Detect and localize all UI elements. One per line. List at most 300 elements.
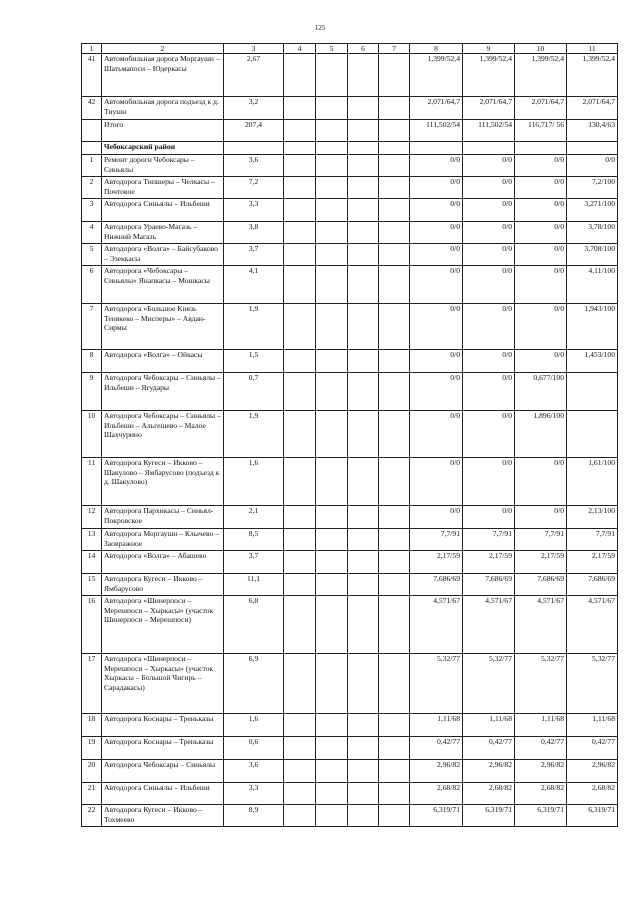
value-cell-col11	[567, 373, 618, 411]
road-name-cell: Автодорога «Шинерпоси – Мерешпоси – Хыркасы» (участок Шинерпоси – Мерешпоси)	[102, 596, 224, 654]
value-cell-col10: 6,319/71	[515, 805, 567, 827]
empty-cell	[348, 714, 379, 737]
value-cell-col9: 0/0	[463, 458, 515, 506]
empty-cell	[379, 142, 410, 155]
length-cell: 2,67	[224, 54, 284, 97]
length-cell: 207,4	[224, 120, 284, 142]
empty-cell	[379, 574, 410, 596]
value-cell-col11: 130,4/63	[567, 120, 618, 142]
value-cell-col10: 2,68/82	[515, 783, 567, 805]
row-number-cell: 5	[82, 244, 102, 266]
empty-cell	[379, 458, 410, 506]
length-cell: 3,2	[224, 97, 284, 120]
value-cell-col9: 0/0	[463, 199, 515, 222]
row-number-cell: 22	[82, 805, 102, 827]
road-name-cell: Автодорога Коснары – Треньказы	[102, 714, 224, 737]
column-header: 4	[284, 44, 316, 54]
empty-cell	[284, 304, 316, 350]
empty-cell	[316, 458, 348, 506]
table-row	[82, 760, 618, 783]
empty-cell	[284, 737, 316, 760]
road-name-cell: Автодорога Ураево-Магазь – Нижний Магазь	[102, 222, 224, 244]
value-cell-col11: 3,708/100	[567, 244, 618, 266]
road-name-cell: Автомобильная дорога Моргаушн – Шатьмапоси – Юдеркасы	[102, 54, 224, 97]
value-cell-col10: 7,7/91	[515, 529, 567, 551]
value-cell-col9: 2,96/82	[463, 760, 515, 783]
row-number-cell: 9	[82, 373, 102, 411]
value-cell-col10: 4,571/67	[515, 596, 567, 654]
empty-cell	[379, 783, 410, 805]
empty-cell	[379, 54, 410, 97]
table-row	[82, 199, 618, 222]
value-cell-col11: 1,61/100	[567, 458, 618, 506]
value-cell-col11: 4,11/100	[567, 266, 618, 304]
row-number-cell: 2	[82, 177, 102, 199]
row-number-cell	[82, 120, 102, 142]
table-row	[82, 551, 618, 574]
length-cell: 8,9	[224, 805, 284, 827]
table-row	[82, 506, 618, 529]
value-cell-col11: 3,78/100	[567, 222, 618, 244]
empty-cell	[348, 199, 379, 222]
table-row	[82, 373, 618, 411]
row-number-cell: 16	[82, 596, 102, 654]
table-row	[82, 155, 618, 177]
length-cell: 6,8	[224, 596, 284, 654]
empty-cell	[284, 411, 316, 458]
column-header: 9	[463, 44, 515, 54]
value-cell-col9: 5,32/77	[463, 654, 515, 714]
table-row	[82, 574, 618, 596]
value-cell-col8: 4,571/67	[410, 596, 463, 654]
value-cell-col10: 0/0	[515, 244, 567, 266]
value-cell-col11: 1,943/100	[567, 304, 618, 350]
empty-cell	[348, 244, 379, 266]
empty-cell	[348, 155, 379, 177]
empty-cell	[348, 737, 379, 760]
row-number-cell: 13	[82, 529, 102, 551]
row-number-cell: 14	[82, 551, 102, 574]
row-number-cell	[82, 142, 102, 155]
empty-cell	[348, 120, 379, 142]
empty-cell	[316, 783, 348, 805]
empty-cell	[379, 551, 410, 574]
value-cell-col9: 0/0	[463, 266, 515, 304]
empty-cell	[316, 714, 348, 737]
empty-cell	[316, 551, 348, 574]
length-cell: 1,9	[224, 304, 284, 350]
empty-cell	[316, 266, 348, 304]
empty-cell	[316, 142, 348, 155]
empty-cell	[348, 551, 379, 574]
value-cell-col10: 0/0	[515, 266, 567, 304]
value-cell-col10: 0/0	[515, 177, 567, 199]
empty-cell	[316, 529, 348, 551]
length-cell: 3,6	[224, 760, 284, 783]
column-header: 7	[379, 44, 410, 54]
table-row	[82, 596, 618, 654]
value-cell-col11: 7,7/91	[567, 529, 618, 551]
road-name-cell: Автодорога «Волга» – Абашево	[102, 551, 224, 574]
table-row	[82, 529, 618, 551]
page-number: 125	[314, 24, 326, 32]
row-number-cell: 3	[82, 199, 102, 222]
empty-cell	[379, 155, 410, 177]
value-cell-col9: 7,686/69	[463, 574, 515, 596]
empty-cell	[379, 506, 410, 529]
road-name-cell: Автодорога Коснары – Треньказы	[102, 737, 224, 760]
road-name-cell: Автодорога Чебоксары – Синьялы – Ильбеши – Ягудары	[102, 373, 224, 411]
length-cell: 6,9	[224, 654, 284, 714]
empty-cell	[379, 373, 410, 411]
value-cell-col10: 7,686/69	[515, 574, 567, 596]
empty-cell	[348, 805, 379, 827]
value-cell-col9: 0/0	[463, 177, 515, 199]
length-cell: 1,9	[224, 411, 284, 458]
empty-cell	[316, 244, 348, 266]
empty-cell	[348, 350, 379, 373]
road-name-cell: Автодорога «Волга» – Ойкасы	[102, 350, 224, 373]
value-cell-col11: 7,686/69	[567, 574, 618, 596]
value-cell-col8: 2,68/82	[410, 783, 463, 805]
value-cell-col10: 0/0	[515, 155, 567, 177]
empty-cell	[316, 373, 348, 411]
value-cell-col11: 5,32/77	[567, 654, 618, 714]
empty-cell	[316, 304, 348, 350]
empty-cell	[316, 222, 348, 244]
road-name-cell: Автодорога «Шинерпоси – Мерешпоси – Хыркасы» (участок Хыркасы – Большой Чигирь – Сарадакасы)	[102, 654, 224, 714]
length-cell: 0,7	[224, 373, 284, 411]
empty-cell	[379, 350, 410, 373]
column-number-header-row	[82, 44, 618, 54]
column-header: 8	[410, 44, 463, 54]
value-cell-col8: 0,42/77	[410, 737, 463, 760]
empty-cell	[284, 97, 316, 120]
table-row	[82, 266, 618, 304]
empty-cell	[348, 574, 379, 596]
road-name-cell: Автодорога Синьялы – Ильбеши	[102, 783, 224, 805]
value-cell-col9: 111,502/54	[463, 120, 515, 142]
value-cell-col8: 0/0	[410, 458, 463, 506]
empty-cell	[348, 304, 379, 350]
value-cell-col11: 2,68/82	[567, 783, 618, 805]
value-cell-col9: 0/0	[463, 244, 515, 266]
road-name-cell: Автодорога «Чебоксары – Синьялы» Янапкасы – Мошкасы	[102, 266, 224, 304]
empty-cell	[348, 654, 379, 714]
value-cell-col10: 5,32/77	[515, 654, 567, 714]
table-row	[82, 120, 618, 142]
empty-cell	[284, 155, 316, 177]
empty-cell	[284, 199, 316, 222]
empty-cell	[348, 97, 379, 120]
value-cell-col8: 0/0	[410, 411, 463, 458]
empty-cell	[316, 54, 348, 97]
column-header: 10	[515, 44, 567, 54]
road-name-cell: Итого	[102, 120, 224, 142]
table-row	[82, 654, 618, 714]
road-name-cell: Ремонт дороги Чебоксары – Синьялы	[102, 155, 224, 177]
empty-cell	[379, 737, 410, 760]
value-cell-col11: 3,271/100	[567, 199, 618, 222]
value-cell-col10: 1,896/100	[515, 411, 567, 458]
table-row	[82, 304, 618, 350]
value-cell-col8: 111,502/54	[410, 120, 463, 142]
road-name-cell: Автодорога Типшеры – Челкасы – Почтовое	[102, 177, 224, 199]
value-cell-col10: 0/0	[515, 350, 567, 373]
empty-cell	[379, 760, 410, 783]
empty-cell	[348, 266, 379, 304]
row-number-cell: 6	[82, 266, 102, 304]
empty-cell	[379, 222, 410, 244]
empty-cell	[348, 411, 379, 458]
row-number-cell: 15	[82, 574, 102, 596]
length-cell: 3,3	[224, 783, 284, 805]
empty-cell	[316, 411, 348, 458]
value-cell-col10: 0,677/100	[515, 373, 567, 411]
empty-cell	[348, 783, 379, 805]
value-cell-col10: 2,071/64,7	[515, 97, 567, 120]
value-cell-col8: 0/0	[410, 266, 463, 304]
table-row	[82, 714, 618, 737]
length-cell: 2,1	[224, 506, 284, 529]
empty-cell	[316, 350, 348, 373]
empty-cell	[379, 805, 410, 827]
empty-cell	[316, 120, 348, 142]
empty-cell	[348, 760, 379, 783]
value-cell-col8: 0/0	[410, 177, 463, 199]
value-cell-col9: 0/0	[463, 411, 515, 458]
empty-cell	[348, 142, 379, 155]
value-cell-col8: 0/0	[410, 373, 463, 411]
row-number-cell: 20	[82, 760, 102, 783]
value-cell-col10: 1,399/52,4	[515, 54, 567, 97]
empty-cell	[284, 373, 316, 411]
column-header: 1	[82, 44, 102, 54]
empty-cell	[284, 266, 316, 304]
empty-cell	[316, 177, 348, 199]
value-cell-col8: 7,686/69	[410, 574, 463, 596]
row-number-cell: 8	[82, 350, 102, 373]
empty-cell	[284, 458, 316, 506]
empty-cell	[284, 551, 316, 574]
empty-cell	[379, 120, 410, 142]
value-cell-col10: 2,17/59	[515, 551, 567, 574]
table-row	[82, 222, 618, 244]
length-cell: 3,6	[224, 155, 284, 177]
value-cell-col11: 2,13/100	[567, 506, 618, 529]
road-name-cell: Автодорога Кугеси – Икково – Ямбарусово	[102, 574, 224, 596]
value-cell-col9: 1,399/52,4	[463, 54, 515, 97]
value-cell-col8: 0/0	[410, 244, 463, 266]
value-cell-col9: 2,17/59	[463, 551, 515, 574]
empty-cell	[284, 654, 316, 714]
empty-cell	[379, 529, 410, 551]
empty-cell	[316, 737, 348, 760]
column-header: 3	[224, 44, 284, 54]
value-cell-col8: 0/0	[410, 350, 463, 373]
value-cell-col10: 2,96/82	[515, 760, 567, 783]
value-cell-col8	[410, 142, 463, 155]
length-cell: 3,3	[224, 199, 284, 222]
value-cell-col8: 0/0	[410, 199, 463, 222]
road-funding-table	[81, 43, 618, 827]
road-name-cell: Автодорога Кугеси – Икково – Шакулово – Ямбарусово (подъезд к д. Шакулово)	[102, 458, 224, 506]
empty-cell	[284, 805, 316, 827]
value-cell-col9: 0/0	[463, 155, 515, 177]
table-row	[82, 54, 618, 97]
value-cell-col11	[567, 142, 618, 155]
value-cell-col9: 0/0	[463, 506, 515, 529]
value-cell-col9: 0/0	[463, 222, 515, 244]
row-number-cell: 7	[82, 304, 102, 350]
empty-cell	[348, 222, 379, 244]
empty-cell	[379, 244, 410, 266]
value-cell-col8: 1,11/68	[410, 714, 463, 737]
empty-cell	[348, 529, 379, 551]
empty-cell	[379, 411, 410, 458]
row-number-cell: 19	[82, 737, 102, 760]
value-cell-col8: 5,32/77	[410, 654, 463, 714]
empty-cell	[348, 596, 379, 654]
table-body	[82, 44, 618, 827]
length-cell: 7,2	[224, 177, 284, 199]
row-number-cell: 41	[82, 54, 102, 97]
empty-cell	[316, 805, 348, 827]
value-cell-col8: 2,071/64,7	[410, 97, 463, 120]
empty-cell	[284, 760, 316, 783]
row-number-cell: 4	[82, 222, 102, 244]
empty-cell	[379, 97, 410, 120]
value-cell-col10: 0/0	[515, 222, 567, 244]
value-cell-col8: 0/0	[410, 222, 463, 244]
value-cell-col8: 0/0	[410, 506, 463, 529]
empty-cell	[284, 222, 316, 244]
column-header: 11	[567, 44, 618, 54]
empty-cell	[316, 506, 348, 529]
column-header: 2	[102, 44, 224, 54]
length-cell: 3,7	[224, 244, 284, 266]
value-cell-col9: 0/0	[463, 304, 515, 350]
table-row	[82, 244, 618, 266]
empty-cell	[316, 97, 348, 120]
empty-cell	[284, 120, 316, 142]
length-cell: 1,6	[224, 458, 284, 506]
empty-cell	[379, 304, 410, 350]
length-cell: 0,6	[224, 737, 284, 760]
empty-cell	[316, 654, 348, 714]
empty-cell	[316, 760, 348, 783]
column-header: 5	[316, 44, 348, 54]
road-name-cell: Автодорога «Большое Князь Тенякеко – Мисперы» – Авдан-Сирмы	[102, 304, 224, 350]
empty-cell	[348, 177, 379, 199]
empty-cell	[316, 155, 348, 177]
value-cell-col10: 0,42/77	[515, 737, 567, 760]
empty-cell	[284, 596, 316, 654]
value-cell-col10: 0/0	[515, 199, 567, 222]
row-number-cell: 21	[82, 783, 102, 805]
value-cell-col11: 4,571/67	[567, 596, 618, 654]
empty-cell	[284, 142, 316, 155]
empty-cell	[379, 199, 410, 222]
column-header: 6	[348, 44, 379, 54]
table-row	[82, 783, 618, 805]
value-cell-col11: 0,42/77	[567, 737, 618, 760]
empty-cell	[316, 596, 348, 654]
value-cell-col9: 0,42/77	[463, 737, 515, 760]
empty-cell	[284, 54, 316, 97]
value-cell-col11: 7,2/100	[567, 177, 618, 199]
table-row	[82, 805, 618, 827]
table-row	[82, 411, 618, 458]
length-cell: 1,6	[224, 714, 284, 737]
empty-cell	[348, 506, 379, 529]
empty-cell	[284, 350, 316, 373]
empty-cell	[348, 373, 379, 411]
empty-cell	[284, 783, 316, 805]
value-cell-col10: 1,11/68	[515, 714, 567, 737]
value-cell-col9: 2,68/82	[463, 783, 515, 805]
value-cell-col8: 6,319/71	[410, 805, 463, 827]
value-cell-col8: 0/0	[410, 155, 463, 177]
empty-cell	[284, 177, 316, 199]
table-row	[82, 350, 618, 373]
empty-cell	[284, 506, 316, 529]
road-name-cell: Автодорога «Волга» – Байсубаково – Эзеккасы	[102, 244, 224, 266]
value-cell-col11: 1,453/100	[567, 350, 618, 373]
empty-cell	[379, 177, 410, 199]
road-name-cell: Автодорога Пархикасы – Синьял-Покровское	[102, 506, 224, 529]
value-cell-col8: 2,96/82	[410, 760, 463, 783]
empty-cell	[379, 714, 410, 737]
row-number-cell: 42	[82, 97, 102, 120]
empty-cell	[284, 244, 316, 266]
row-number-cell: 10	[82, 411, 102, 458]
row-number-cell: 18	[82, 714, 102, 737]
value-cell-col10	[515, 142, 567, 155]
road-name-cell: Автодорога Чебоксары – Синьялы	[102, 760, 224, 783]
value-cell-col11: 1,399/52,4	[567, 54, 618, 97]
empty-cell	[284, 529, 316, 551]
length-cell: 3,7	[224, 551, 284, 574]
table-row	[82, 97, 618, 120]
value-cell-col10: 0/0	[515, 304, 567, 350]
value-cell-col8: 0/0	[410, 304, 463, 350]
road-name-cell: Автодорога Синьялы – Ильбеши	[102, 199, 224, 222]
value-cell-col9: 2,071/64,7	[463, 97, 515, 120]
value-cell-col10: 116,717/ 56	[515, 120, 567, 142]
value-cell-col11: 1,11/68	[567, 714, 618, 737]
value-cell-col11	[567, 411, 618, 458]
value-cell-col11: 6,319/71	[567, 805, 618, 827]
row-number-cell: 12	[82, 506, 102, 529]
road-name-cell: Автодорога Чебоксары – Синьялы – Ильбеши – Альгешево – Малое Шахчурино	[102, 411, 224, 458]
value-cell-col8: 7,7/91	[410, 529, 463, 551]
road-name-cell: Автодорога Моргаушн – Клычево – Заовражное	[102, 529, 224, 551]
length-cell	[224, 142, 284, 155]
row-number-cell: 11	[82, 458, 102, 506]
empty-cell	[348, 458, 379, 506]
section-title: Чебоксарский район	[102, 142, 224, 155]
value-cell-col9: 0/0	[463, 350, 515, 373]
empty-cell	[316, 199, 348, 222]
value-cell-col9: 1,11/68	[463, 714, 515, 737]
value-cell-col8: 2,17/59	[410, 551, 463, 574]
empty-cell	[379, 596, 410, 654]
length-cell: 4,1	[224, 266, 284, 304]
section-row	[82, 142, 618, 155]
empty-cell	[284, 574, 316, 596]
value-cell-col10: 0/0	[515, 458, 567, 506]
